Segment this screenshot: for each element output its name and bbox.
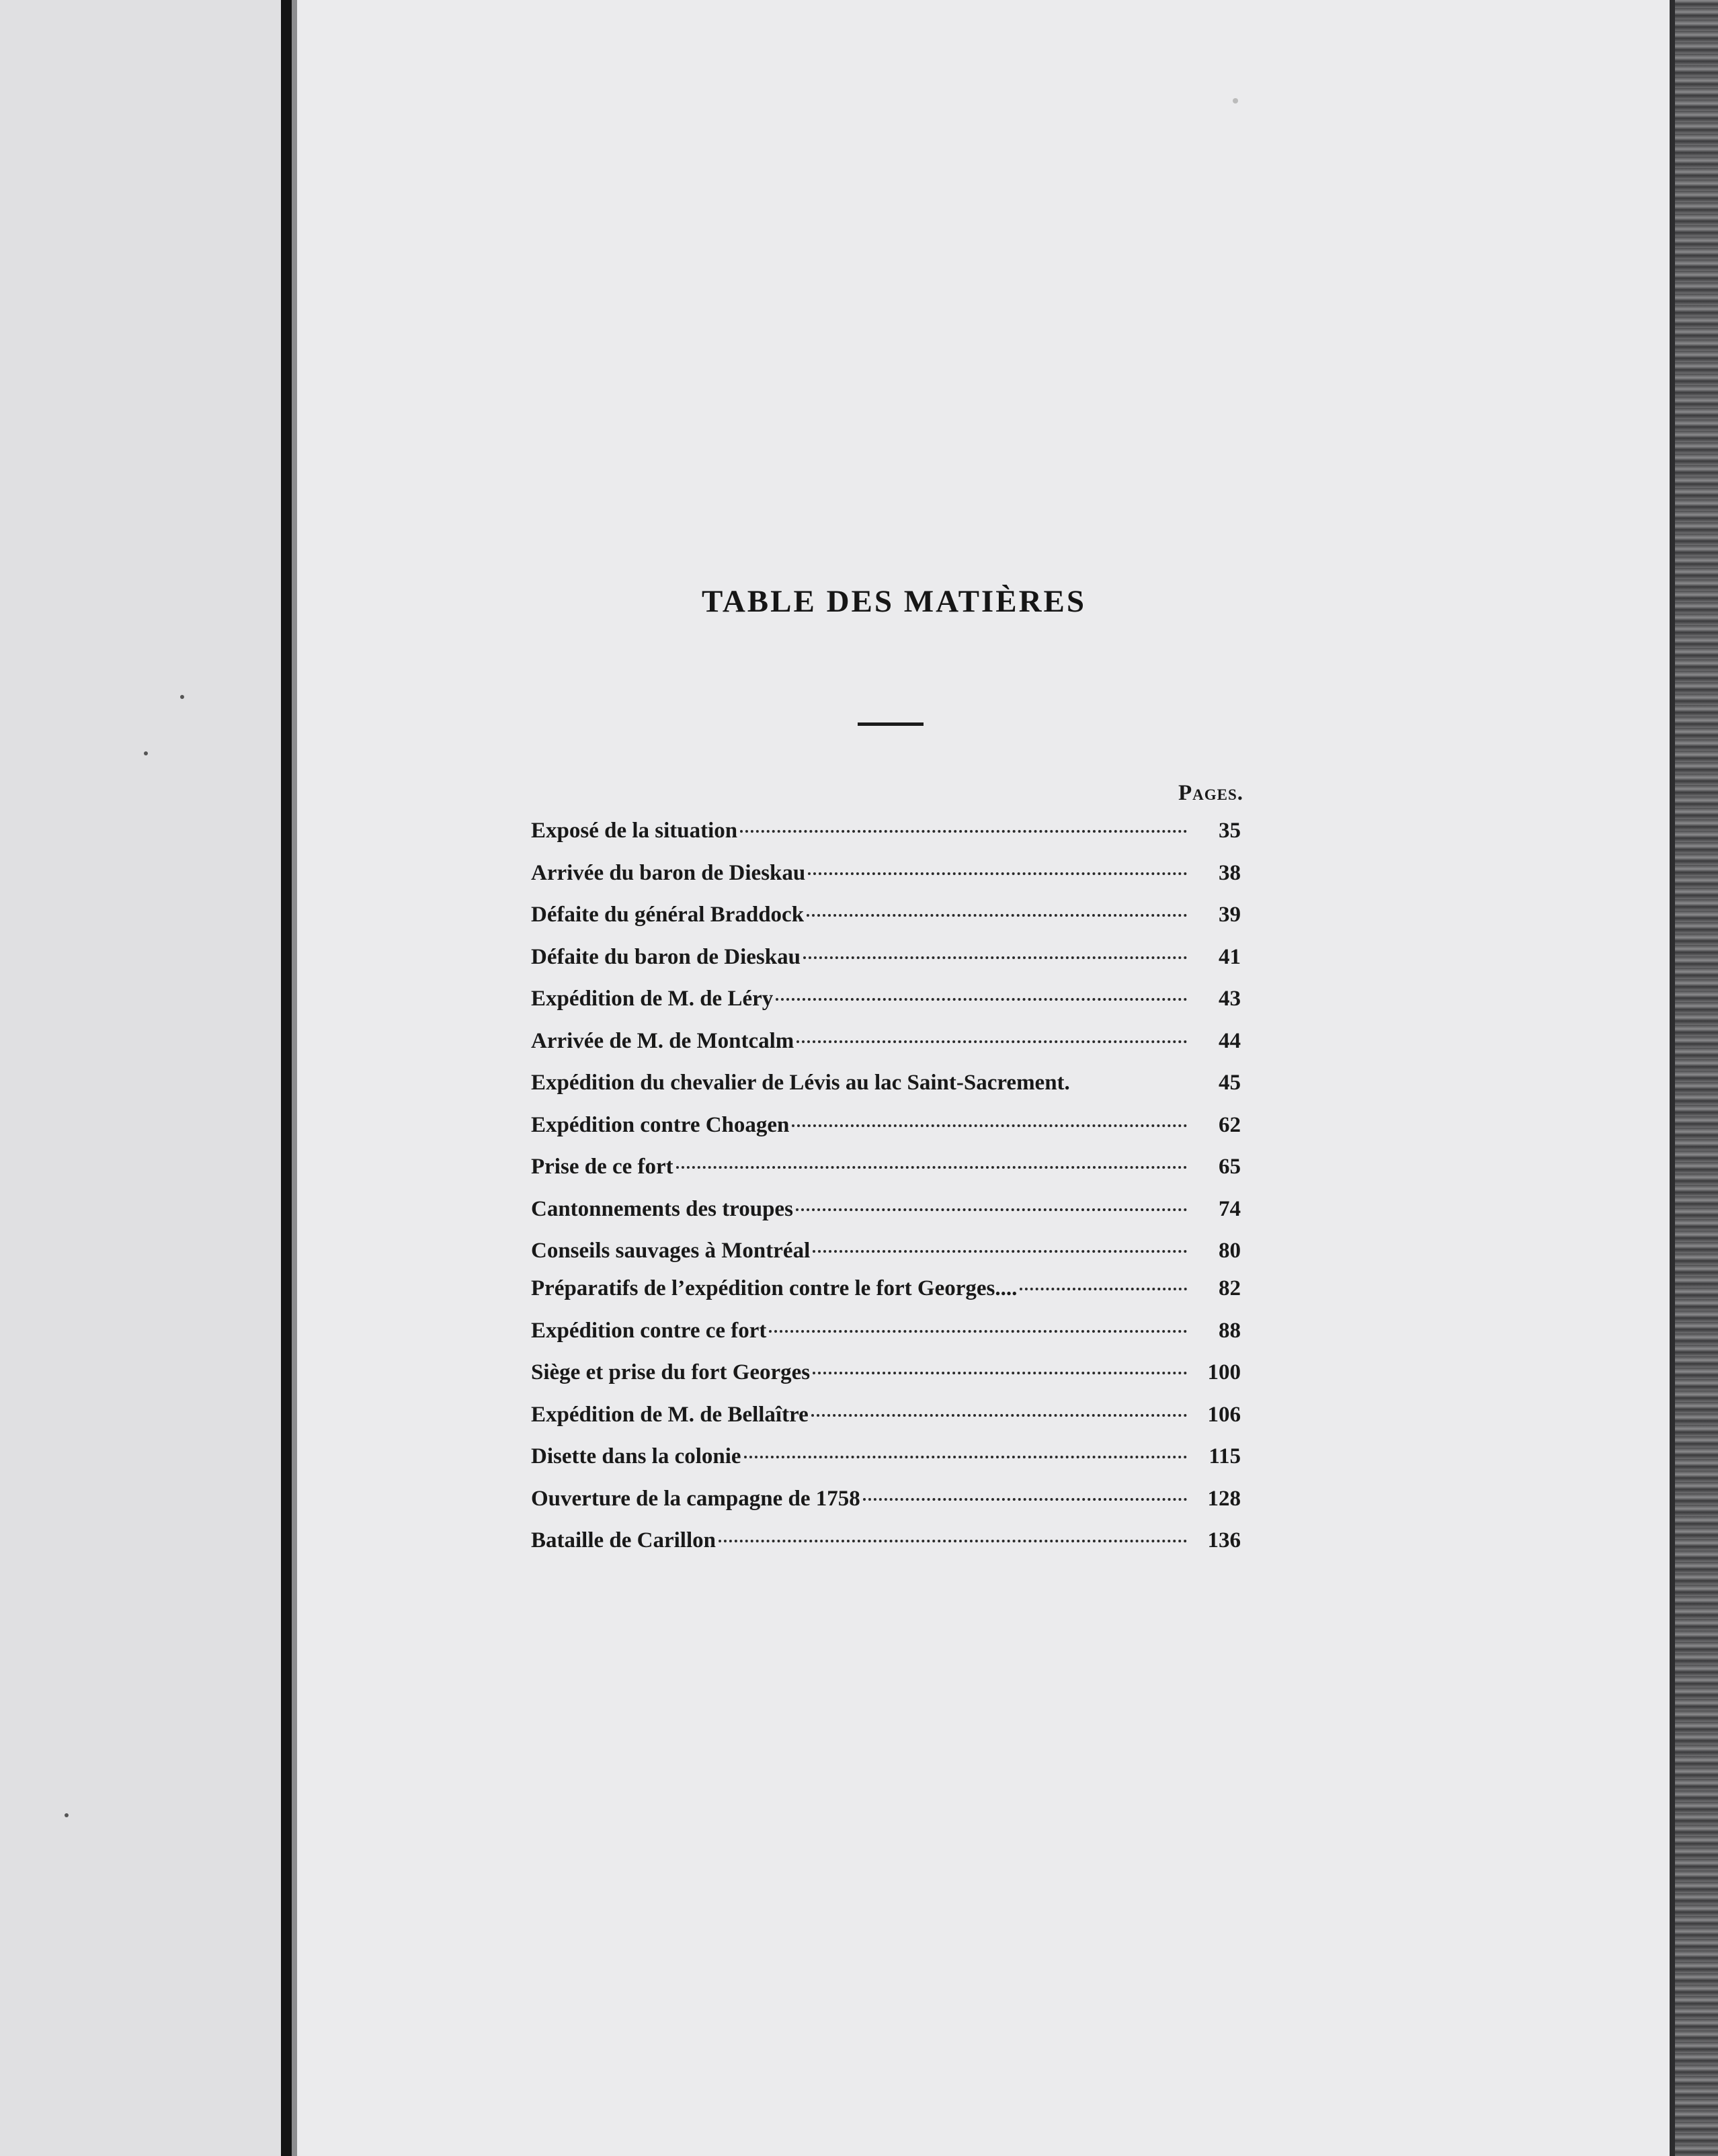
toc-entry-title: Exposé de la situation [531, 819, 738, 843]
toc-entry-title: Défaite du baron de Dieskau [531, 944, 801, 969]
toc-entry-title: Ouverture de la campagne de 1758 [531, 1486, 860, 1511]
dot-leader [744, 1456, 1187, 1458]
toc-entry-title: Prise de ce fort [531, 1155, 673, 1179]
toc-entry [531, 1528, 1241, 1571]
toc-entry [531, 1155, 1241, 1197]
left-page-margin [0, 0, 282, 2156]
toc-entry-page: 35 [1219, 819, 1241, 843]
toc-entry-page: 128 [1207, 1486, 1241, 1511]
dot-leader [1020, 1288, 1187, 1290]
dot-leader [769, 1330, 1187, 1333]
toc-entry-page: 41 [1219, 944, 1241, 969]
title-rule [858, 722, 924, 726]
toc-entry [531, 1319, 1241, 1361]
toc-entry-title: Arrivée du baron de Dieskau [531, 860, 806, 885]
dot-leader [796, 1040, 1187, 1043]
dust-speck [144, 751, 148, 755]
dot-leader [740, 830, 1187, 833]
toc-entry-page: 39 [1219, 903, 1241, 927]
toc-entry-title: Expédition contre Choagen [531, 1112, 790, 1137]
dot-leader [813, 1372, 1187, 1374]
dot-leader [863, 1498, 1187, 1501]
toc-entry [531, 861, 1241, 903]
pages-column-heading: Pages. [1178, 781, 1243, 805]
toc-entry [531, 1403, 1241, 1445]
dot-leader [792, 1124, 1187, 1127]
toc-entry [531, 987, 1241, 1029]
dot-leader [676, 1166, 1187, 1169]
toc-entry [531, 1071, 1241, 1113]
toc-entry-page: 80 [1219, 1239, 1241, 1263]
toc-entry-page: 82 [1219, 1276, 1241, 1300]
toc-entry [531, 1360, 1241, 1403]
toc-entry-page: 65 [1219, 1155, 1241, 1179]
toc-entry-page: 62 [1219, 1112, 1241, 1137]
table-of-contents [531, 819, 1241, 1571]
dot-leader [813, 1250, 1187, 1253]
toc-entry-page: 115 [1209, 1444, 1241, 1468]
toc-entry-title: Conseils sauvages à Montréal [531, 1239, 811, 1263]
toc-entry [531, 945, 1241, 987]
toc-entry-title: Bataille de Carillon [531, 1528, 716, 1552]
binding-gutter [281, 0, 292, 2156]
toc-entry-page: 45 [1219, 1071, 1241, 1095]
toc-entry-title: Siège et prise du fort Georges [531, 1360, 811, 1384]
page-edge-texture [1675, 0, 1718, 2156]
toc-entry [531, 1276, 1241, 1319]
toc-entry [531, 1487, 1241, 1529]
dot-leader [803, 956, 1187, 959]
toc-entry-title: Disette dans la colonie [531, 1444, 741, 1468]
toc-entry-title: Expédition contre ce fort [531, 1318, 767, 1343]
dot-leader [811, 1414, 1187, 1417]
toc-entry [531, 819, 1241, 861]
toc-entry-page: 43 [1219, 987, 1241, 1011]
dot-leader [776, 998, 1187, 1001]
toc-entry [531, 1239, 1241, 1276]
toc-entry [531, 903, 1241, 945]
toc-entry-title: Arrivée de M. de Montcalm [531, 1028, 794, 1053]
toc-entry-title: Expédition du chevalier de Lévis au lac Saint-Sacrement. [531, 1071, 1070, 1095]
dot-leader [808, 872, 1187, 875]
dust-speck [180, 695, 184, 699]
dot-leader [719, 1540, 1187, 1542]
toc-entry-page: 38 [1219, 860, 1241, 885]
dot-leader [807, 914, 1187, 917]
dust-speck [65, 1813, 69, 1817]
toc-entry [531, 1029, 1241, 1071]
toc-entry-title: Défaite du général Braddock [531, 903, 805, 927]
toc-entry-title: Expédition de M. de Bellaître [531, 1402, 809, 1427]
toc-entry [531, 1444, 1241, 1487]
toc-entry-title: Cantonnements des troupes [531, 1196, 793, 1221]
toc-entry-title: Expédition de M. de Léry [531, 987, 774, 1011]
toc-entry-page: 100 [1207, 1360, 1241, 1384]
dot-leader [796, 1208, 1187, 1211]
toc-entry-page: 44 [1219, 1028, 1241, 1053]
toc-entry-page: 106 [1207, 1402, 1241, 1427]
toc-entry [531, 1197, 1241, 1239]
toc-entry-page: 88 [1219, 1318, 1241, 1343]
toc-entry-page: 74 [1219, 1196, 1241, 1221]
toc-entry-page: 136 [1207, 1528, 1241, 1552]
toc-entry [531, 1113, 1241, 1155]
page-title: TABLE DES MATIÈRES [701, 584, 1086, 619]
page-edge-line [1670, 0, 1675, 2156]
toc-entry-title: Préparatifs de l’expédition contre le fort Georges.... [531, 1276, 1018, 1300]
dust-speck [1233, 98, 1238, 103]
binding-shadow [292, 0, 297, 2156]
